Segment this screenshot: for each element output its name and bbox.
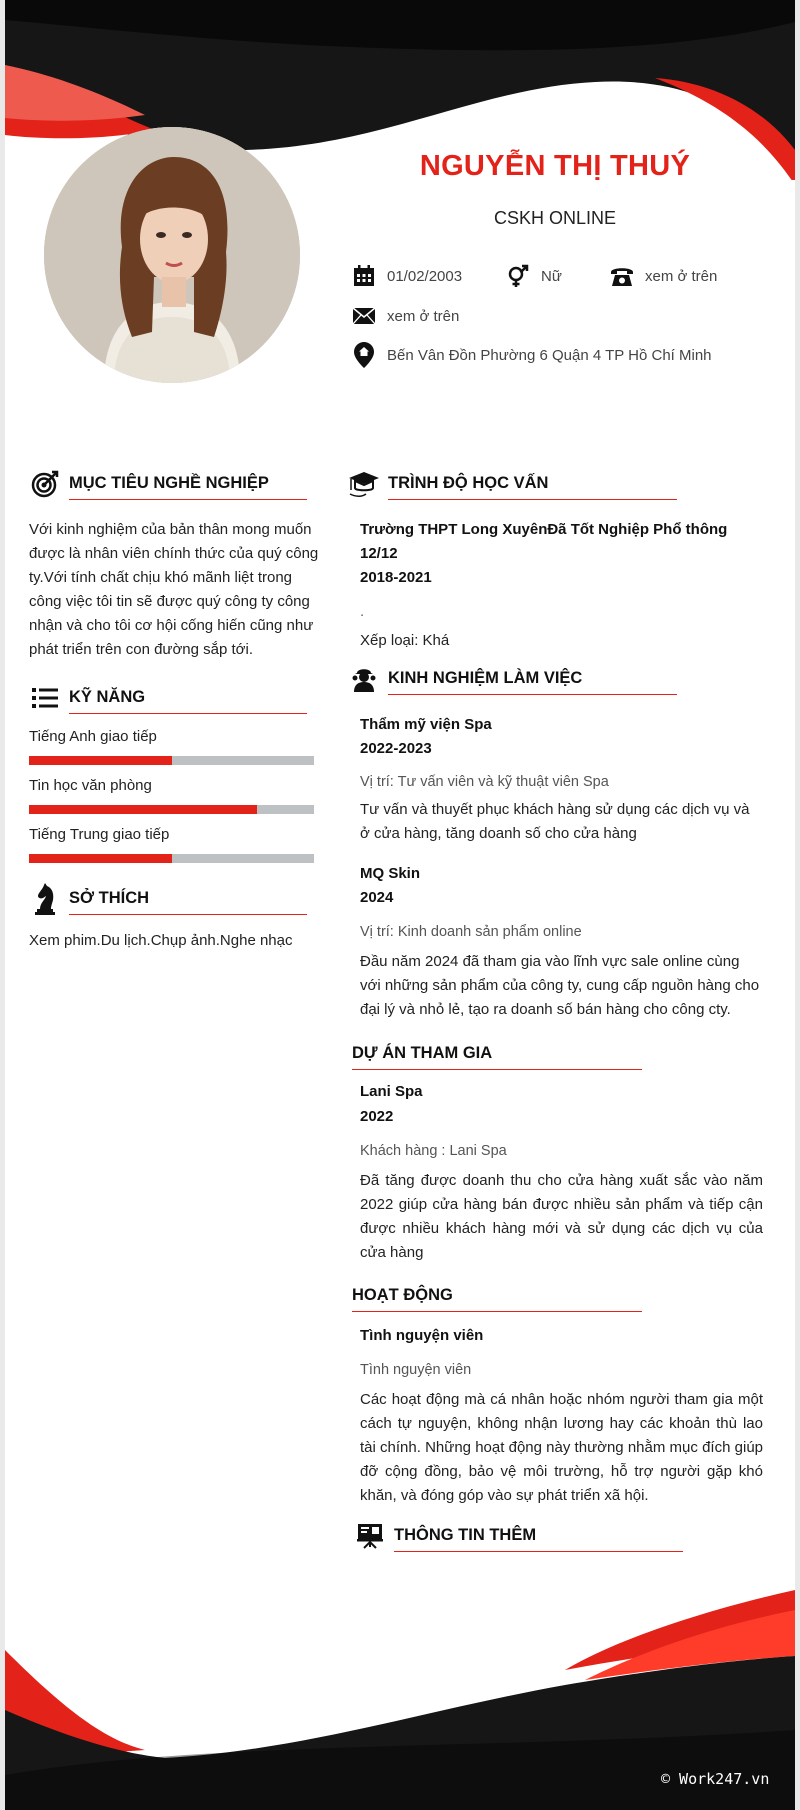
candidate-role: CSKH ONLINE [493, 208, 617, 228]
experience-description: Tư vấn và thuyết phục khách hàng sử dụng các dịch vụ và ở cửa hàng, tăng doanh số cho cửa hàng [360, 801, 750, 842]
objective-title: MỤC TIÊU NGHỀ NGHIỆP [69, 474, 307, 500]
skills-title: KỸ NĂNG [69, 688, 307, 714]
experience-description: Đầu năm 2024 đã tham gia vào lĩnh vực sale online cùng với những sản phẩm của công ty, cung cấp nguồn hàng cho đại lý và nhỏ lẻ, tạo ra doanh số bán hàng cho công cty. [360, 953, 760, 1018]
gender-info [505, 263, 562, 289]
skill-bar [29, 854, 314, 863]
birthday-info [351, 263, 462, 289]
activity-description: Các hoạt động mà cá nhân hoặc nhóm người tham gia một cách tự nguyện, không nhận lương hay các khoản thù lao tài chính. Những hoạt động này thường nhằm mục đích giúp đỡ cộng đồng, bảo vệ môi trường, hỗ trợ người gặp khó khăn, và đóng góp vào sự phát triển xã hội. [360, 1391, 763, 1504]
activities-title: HOẠT ĐỘNG [352, 1286, 642, 1312]
watermark: © Work247.vn [661, 1770, 770, 1788]
gender-icon [505, 263, 531, 289]
candidate-name: NGUYỄN THỊ THUÝ [419, 150, 691, 182]
target-icon [29, 468, 61, 500]
objective-heading [29, 468, 307, 500]
skill-bar-fill [29, 854, 172, 863]
extra-info-heading [354, 1520, 683, 1552]
skills-heading [29, 682, 307, 714]
project-client: Khách hàng : Lani Spa [360, 1143, 507, 1159]
skill-bar [29, 805, 314, 814]
phone-info [609, 263, 717, 289]
hobbies-heading [29, 883, 307, 915]
chess-knight-icon [29, 883, 61, 915]
skill-bar-fill [29, 805, 257, 814]
profile-photo-illustration [44, 127, 300, 383]
email-icon [351, 303, 377, 329]
skill-bar [29, 756, 314, 765]
experience-years: 2024 [360, 889, 394, 906]
skill-name: Tin học văn phòng [29, 777, 152, 794]
worker-icon [348, 663, 380, 695]
experience-company: Thẩm mỹ viện Spa [360, 716, 492, 733]
experience-heading [348, 663, 677, 695]
gender-value: Nữ [541, 267, 562, 285]
profile-photo [44, 127, 300, 383]
email-info [351, 303, 459, 329]
calendar-icon [351, 263, 377, 289]
cv-page [5, 0, 795, 1810]
address-info [351, 342, 712, 368]
hobbies-text: Xem phim.Du lịch.Chụp ảnh.Nghe nhạc [29, 932, 293, 949]
presentation-board-icon [354, 1520, 386, 1552]
skill-name: Tiếng Anh giao tiếp [29, 728, 157, 745]
project-description: Đã tăng được doanh thu cho cửa hàng xuất sắc vào năm 2022 giúp cửa hàng bán được nhiều sản phẩm và tiếp cận được nhiều khách hàng mới và sử dụng các dịch vụ của cửa hàng [360, 1172, 763, 1261]
project-year: 2022 [360, 1108, 394, 1125]
experience-position: Vị trí: Tư vấn viên và kỹ thuật viên Spa [360, 774, 609, 790]
education-dot: . [360, 603, 365, 620]
phone-value: xem ở trên [645, 267, 718, 285]
experience-company: MQ Skin [360, 865, 421, 882]
experience-position: Vị trí: Kinh doanh sản phẩm online [360, 924, 582, 940]
location-pin-icon [351, 342, 377, 368]
education-years: 2018-2021 [360, 569, 432, 586]
education-school: Trường THPT Long XuyênĐã Tốt Nghiệp Phổ thông 12/12 [360, 521, 728, 562]
education-grade: Xếp loại: Khá [360, 632, 450, 649]
list-icon [29, 682, 61, 714]
experience-title: KINH NGHIỆM LÀM VIỆC [388, 669, 677, 695]
projects-title: DỰ ÁN THAM GIA [352, 1044, 642, 1070]
activity-role: Tình nguyện viên [360, 1362, 472, 1378]
education-heading [348, 468, 677, 500]
email-value: xem ở trên [387, 307, 460, 325]
skill-bar-fill [29, 756, 172, 765]
phone-icon [609, 263, 635, 289]
activity-name: Tình nguyện viên [360, 1327, 484, 1344]
graduation-cap-icon [348, 468, 380, 500]
education-title: TRÌNH ĐỘ HỌC VẤN [388, 474, 677, 500]
extra-info-title: THÔNG TIN THÊM [394, 1526, 683, 1552]
skill-name: Tiếng Trung giao tiếp [29, 826, 170, 843]
birthday-value: 01/02/2003 [387, 267, 463, 285]
experience-years: 2022-2023 [360, 740, 432, 757]
objective-text: Với kinh nghiệm của bản thân mong muốn được là nhân viên chính thức của quý công ty.Với tính chất chịu khó mãnh liệt trong công việc tôi tin sẽ được quý công ty công nhận và cho tôi cơ hội cống hiến cũng như phát triển trên con đường sắp tới. [29, 521, 319, 658]
hobbies-title: SỞ THÍCH [69, 889, 307, 915]
address-value: Bến Vân Đồn Phường 6 Quận 4 TP Hồ Chí Minh [387, 346, 712, 364]
project-name: Lani Spa [360, 1083, 423, 1100]
